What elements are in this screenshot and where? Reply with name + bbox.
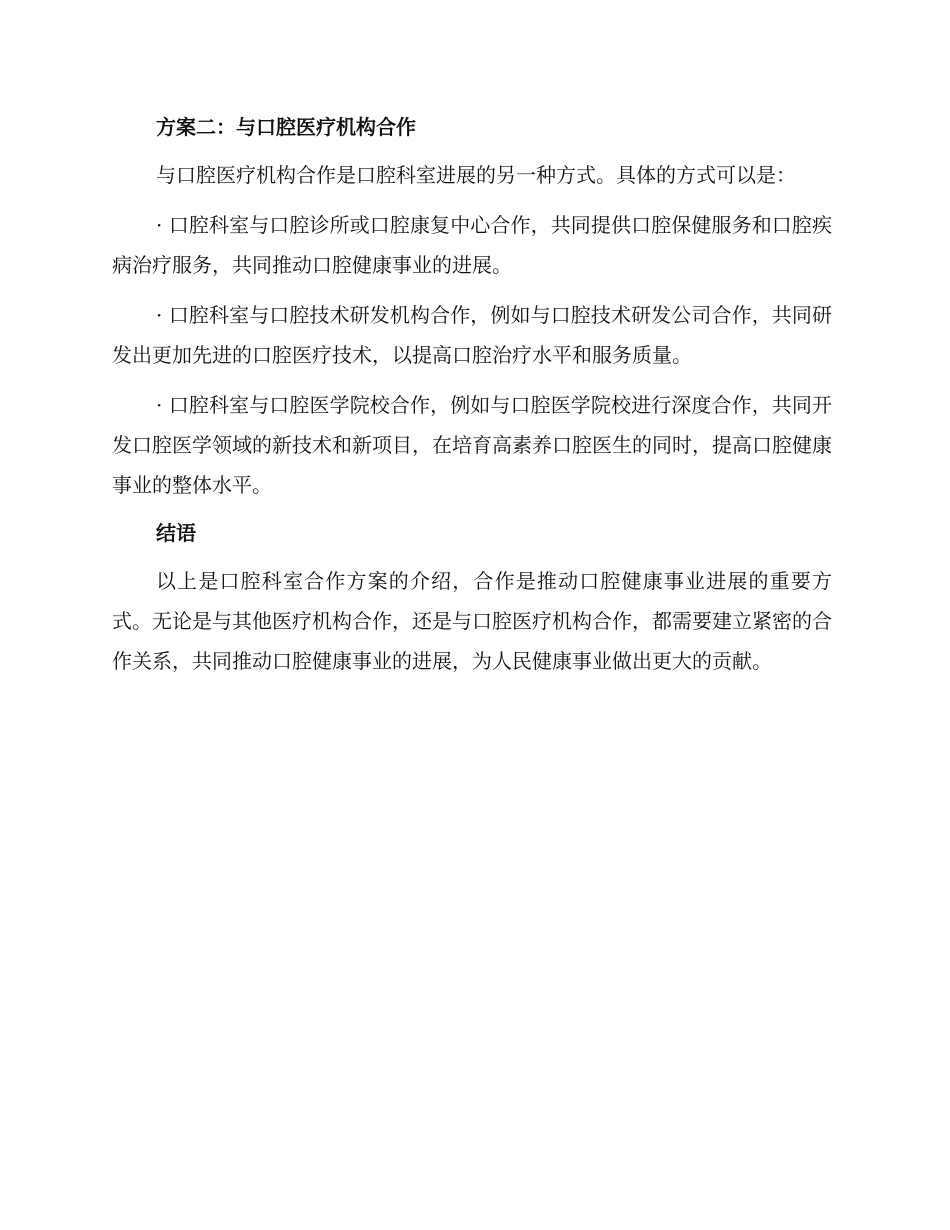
conclusion-text: 以上是口腔科室合作方案的介绍，合作是推动口腔健康事业进展的重要方式。无论是与其他医疗机构合作，还是与口腔医疗机构合作，都需要建立紧密的合作关系，共同推动口腔健康事业的进展，为人民健康事业做出更大的贡献。 (112, 569, 832, 673)
list-item: · 口腔科室与口腔技术研发机构合作，例如与口腔技术研发公司合作，共同研发出更加先进的口腔医疗技术，以提高口腔治疗水平和服务质量。 (112, 303, 832, 367)
section-two-heading: 方案二：与口腔医疗机构合作 (156, 115, 416, 139)
list-item: · 口腔科室与口腔诊所或口腔康复中心合作，共同提供口腔保健服务和口腔疾病治疗服务，共同推动口腔健康事业的进展。 (112, 213, 832, 277)
section-two-intro: 与口腔医疗机构合作是口腔科室进展的另一种方式。具体的方式可以是： (156, 163, 796, 187)
list-item: · 口腔科室与口腔医学院校合作，例如与口腔医学院校进行深度合作，共同开发口腔医学领域的新技术和新项目，在培育高素养口腔医生的同时，提高口腔健康事业的整体水平。 (112, 393, 832, 497)
conclusion-heading: 结语 (156, 521, 196, 545)
